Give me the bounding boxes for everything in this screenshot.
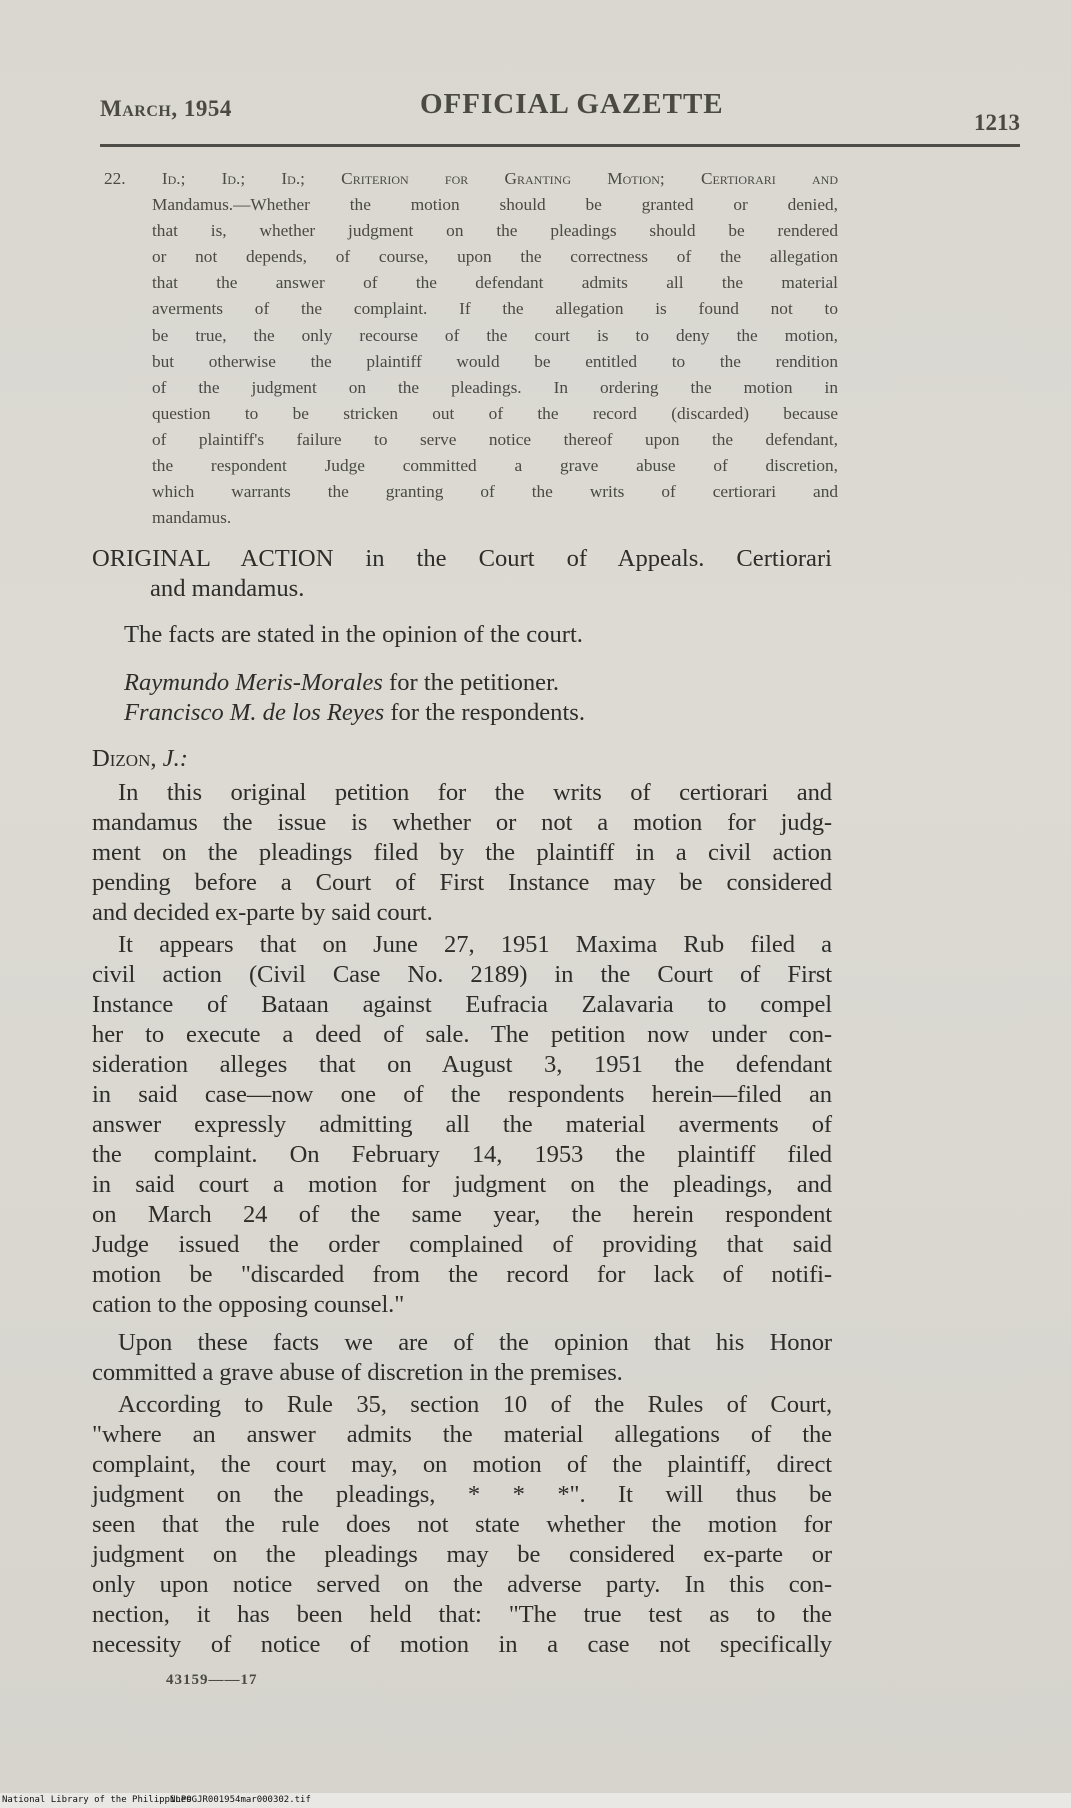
- opinion-line: necessity of notice of motion in a case not specifically: [92, 1631, 832, 1658]
- header-date: March, 1954: [100, 96, 232, 121]
- headnote-line: mandamus.: [152, 508, 232, 528]
- judge-suffix: J.:: [162, 745, 188, 772]
- headnote-line: Mandamus.—Whether the motion should be granted or denied,: [152, 195, 838, 215]
- original-action: [92, 544, 832, 604]
- opinion-line: ment on the pleadings filed by the plaintiff in a civil action: [92, 839, 832, 866]
- headnote-line: or not depends, of course, upon the correctness of the allegation: [152, 247, 838, 267]
- opinion-line: pending before a Court of First Instance may be considered: [92, 869, 832, 896]
- opinion-line: Instance of Bataan against Eufracia Zalavaria to compel: [92, 991, 832, 1018]
- opinion-line: It appears that on June 27, 1951 Maxima Rub filed a: [118, 931, 832, 958]
- opinion-line: complaint, the court may, on motion of the plaintiff, direct: [92, 1451, 832, 1478]
- opinion-paragraph-2: [92, 930, 832, 1320]
- opinion-line: in said case—now one of the respondents herein—filed an: [92, 1081, 832, 1108]
- opinion-line: on March 24 of the same year, the herein respondent: [92, 1201, 832, 1228]
- opinion-line: judgment on the pleadings, * * *". It will thus be: [92, 1481, 832, 1508]
- headnote-line: but otherwise the plaintiff would be entitled to the rendition: [152, 351, 838, 371]
- counsel-block: [92, 668, 832, 728]
- headnote-line: the respondent Judge committed a grave abuse of discretion,: [152, 456, 838, 476]
- headnote-line: be true, the only recourse of the court is to deny the motion,: [152, 325, 838, 345]
- judge-line: [92, 744, 832, 774]
- counsel-name: Francisco M. de los Reyes: [124, 699, 385, 726]
- facts-statement-text: The facts are stated in the opinion of the court.: [124, 621, 583, 648]
- scan-credit: [2, 1795, 311, 1805]
- opinion-line: in said court a motion for judgment on the pleadings, and: [92, 1171, 832, 1198]
- header-rule: [100, 144, 1020, 147]
- counsel-role: for the petitioner.: [382, 669, 560, 696]
- credit-library: National Library of the Philippines: [2, 1795, 192, 1805]
- original-action-line: and mandamus.: [150, 575, 305, 602]
- headnote-line: 22. Id.; Id.; Id.; Criterion for Granting Motion; Certiorari and: [104, 169, 838, 188]
- opinion-line: civil action (Civil Case No. 2189) in the Court of First: [92, 961, 832, 988]
- opinion-paragraph-3: [92, 1328, 832, 1388]
- opinion-line: Upon these facts we are of the opinion that his Honor: [118, 1329, 832, 1356]
- opinion-line: and decided ex-parte by said court.: [92, 899, 433, 926]
- counsel-respondents: [92, 698, 832, 728]
- opinion-line: sideration alleges that on August 3, 1951 the defendant: [92, 1051, 832, 1078]
- original-action-line: ORIGINAL ACTION in the Court of Appeals. Certiorari: [92, 545, 832, 572]
- opinion-line: judgment on the pleadings may be considered ex-parte or: [92, 1541, 832, 1568]
- opinion-line: nection, it has been held that: "The true test as to the: [92, 1601, 832, 1628]
- headnote-line: averments of the complaint. If the allegation is found not to: [152, 299, 838, 319]
- headnote-line: question to be stricken out of the record (discarded) because: [152, 403, 838, 423]
- judge-signature: Dizon, J.:: [92, 745, 188, 772]
- headnote-line: of plaintiff's failure to serve notice thereof upon the defendant,: [152, 429, 838, 449]
- opinion-paragraph-1: [92, 778, 832, 928]
- counsel-role: for the respondents.: [384, 699, 586, 726]
- opinion-line: According to Rule 35, section 10 of the Rules of Court,: [118, 1391, 832, 1418]
- judge-name: Dizon: [92, 745, 151, 772]
- opinion-line: In this original petition for the writs of certiorari and: [118, 779, 832, 806]
- page-number: 1213: [974, 110, 1020, 135]
- opinion-line: Judge issued the order complained of providing that said: [92, 1231, 832, 1258]
- headnote-line: that is, whether judgment on the pleadings should be rendered: [152, 221, 838, 241]
- print-code: 43159——17: [166, 1672, 258, 1688]
- opinion-line: her to execute a deed of sale. The petition now under con-: [92, 1021, 832, 1048]
- headnote: [104, 166, 838, 531]
- opinion-line: only upon notice served on the adverse party. In this con-: [92, 1571, 832, 1598]
- opinion-line: the complaint. On February 14, 1953 the plaintiff filed: [92, 1141, 832, 1168]
- facts-statement: [92, 620, 832, 650]
- page-header: [100, 88, 1020, 138]
- opinion-paragraph-4: [92, 1390, 832, 1660]
- counsel-name: Raymundo Meris-Morales: [124, 669, 383, 696]
- opinion-line: seen that the rule does not state whether the motion for: [92, 1511, 832, 1538]
- headnote-line: that the answer of the defendant admits all the material: [152, 273, 838, 293]
- opinion-line: motion be "discarded from the record for lack of notifi-: [92, 1261, 832, 1288]
- header-title: OFFICIAL GAZETTE: [420, 88, 724, 120]
- opinion-line: "where an answer admits the material allegations of the: [92, 1421, 832, 1448]
- headnote-line: of the judgment on the pleadings. In ordering the motion in: [152, 377, 838, 397]
- opinion-line: mandamus the issue is whether or not a motion for judg-: [92, 809, 832, 836]
- opinion-line: committed a grave abuse of discretion in the premises.: [92, 1359, 623, 1386]
- headnote-line: which warrants the granting of the writs of certiorari and: [152, 482, 838, 502]
- counsel-petitioner: [92, 668, 832, 698]
- opinion-line: answer expressly admitting all the material averments of: [92, 1111, 832, 1138]
- credit-file: NLPOGJR001954mar000302.tif: [170, 1795, 311, 1805]
- opinion-line: cation to the opposing counsel.": [92, 1291, 405, 1318]
